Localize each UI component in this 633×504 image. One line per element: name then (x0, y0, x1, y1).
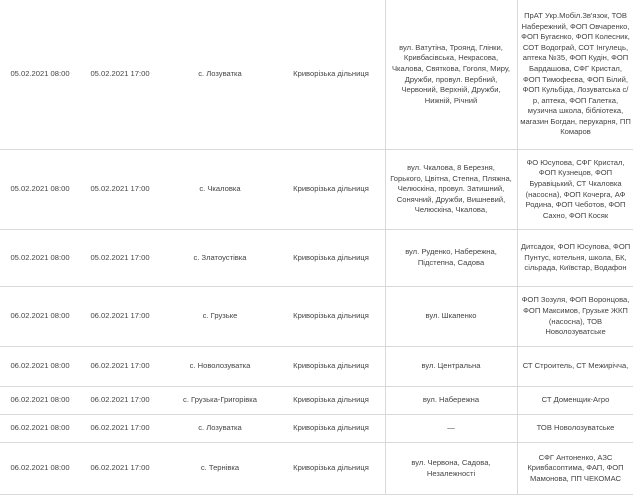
table-row (0, 443, 633, 495)
end-time: 05.02.2021 17:00 (90, 69, 150, 79)
settlement: с. Грузька-Григорівка (183, 395, 257, 405)
column-divider (517, 387, 518, 414)
end-time: 06.02.2021 17:00 (90, 311, 150, 321)
consumers: ПрАТ Укр.Мобіл.Зв'язок, ТОВ Набережний, ФОП Овчаренко, ФОП Бугаєнко, ФОП Колесник, СОТ Водограй, СОТ Інгулець, аптека №35, ФОП Кудін, ФОП Бардашова, СФГ Кристал, ФОП Тимофеєва, ФОП Білий, ФОП Кульбіда, Лозуватська с/р, аптека, ФОП Галетка, музична школа, бібліотека, магазин Богдан, перукарня, ПП Комаров (520, 10, 631, 137)
column-divider (385, 347, 386, 386)
start-time: 06.02.2021 08:00 (10, 361, 70, 371)
start-time: 05.02.2021 08:00 (10, 252, 70, 262)
column-divider (385, 150, 386, 229)
settlement: с. Лозуватка (198, 423, 242, 433)
column-divider (385, 230, 386, 286)
start-time: 06.02.2021 08:00 (10, 423, 70, 433)
table-row (0, 415, 633, 443)
start-time: 06.02.2021 08:00 (10, 311, 70, 321)
column-divider (517, 230, 518, 286)
streets: вул. Набережна (422, 395, 480, 405)
table-row (0, 387, 633, 415)
district-area: Криворізька дільниця (293, 311, 369, 321)
start-time: 05.02.2021 08:00 (10, 69, 70, 79)
consumers: ФОП Зозуля, ФОП Воронцова, ФОП Максимов, Грузьке ЖКП (насосна), ТОВ Новолозуватське (521, 295, 630, 337)
district-area: Криворізька дільниця (293, 395, 369, 405)
streets: вул. Руденко, Набережна, Підстепна, Садова (405, 247, 497, 267)
streets: — (447, 423, 455, 433)
district-area: Криворізька дільниця (293, 463, 369, 473)
column-divider (385, 0, 386, 149)
end-time: 05.02.2021 17:00 (90, 184, 150, 194)
column-divider (517, 150, 518, 229)
consumers: ФО Юсупова, СФГ Кристал, ФОП Кузнецов, ФОП Буравіцький, СТ Чкаловка (насосна), ФОП Кочерга, АФ Родина, ФОП Чеботов, ФОП Сахно, ФОП Косяк (525, 157, 626, 220)
table-row (0, 287, 633, 347)
streets: вул. Ватутіна, Троянд, Глінки, Кривбасівська, Некрасова, Чкалова, Святкова, Гоголя, Миру, Дружби, провул. Вербний, Червоний, Верхній, Дружби, Нижній, Річний (391, 42, 511, 105)
table-row (0, 0, 633, 150)
settlement: с. Чкаловка (199, 184, 241, 194)
settlement: с. Златоустівка (193, 252, 247, 262)
consumers: СТ Доменщик-Агро (541, 395, 610, 405)
streets: вул. Чкалова, 8 Березня, Горького, Цвітна, Степна, Пляжна, Челюскіна, провул. Затишний, Сонячний, Дружби, Вишневий, Челюскіна, Чкалова, (390, 163, 512, 215)
column-divider (385, 287, 386, 346)
column-divider (385, 443, 386, 494)
column-divider (385, 415, 386, 442)
start-time: 06.02.2021 08:00 (10, 463, 70, 473)
table-row (0, 150, 633, 230)
district-area: Криворізька дільниця (293, 423, 369, 433)
end-time: 05.02.2021 17:00 (90, 252, 150, 262)
district-area: Криворізька дільниця (293, 361, 369, 371)
settlement: с. Новолозуватка (189, 361, 251, 371)
table-row (0, 230, 633, 287)
column-divider (517, 415, 518, 442)
column-divider (517, 347, 518, 386)
column-divider (517, 443, 518, 494)
consumers: ТОВ Новолозуватське (536, 423, 615, 433)
column-divider (517, 0, 518, 149)
district-area: Криворізька дільниця (293, 252, 369, 262)
consumers: Дитсадок, ФОП Юсупова, ФОП Пунтус, котельня, школа, БК, сільрада, Київстар, Водафон (520, 242, 631, 273)
column-divider (517, 287, 518, 346)
end-time: 06.02.2021 17:00 (90, 361, 150, 371)
end-time: 06.02.2021 17:00 (90, 463, 150, 473)
table-row (0, 347, 633, 387)
start-time: 05.02.2021 08:00 (10, 184, 70, 194)
district-area: Криворізька дільниця (293, 69, 369, 79)
start-time: 06.02.2021 08:00 (10, 395, 70, 405)
district-area: Криворізька дільниця (293, 184, 369, 194)
settlement: с. Тернівка (200, 463, 240, 473)
end-time: 06.02.2021 17:00 (90, 395, 150, 405)
streets: вул. Шкапенко (425, 311, 477, 321)
settlement: с. Лозуватка (198, 69, 242, 79)
streets: вул. Центральна (421, 361, 481, 371)
end-time: 06.02.2021 17:00 (90, 423, 150, 433)
consumers: СТ Строитель, СТ Межирічча, (522, 361, 629, 371)
consumers: СФГ Антоненко, АЗС Кривбасоптима, ФАП, ФОП Мамонова, ПП ЧЕКОМАС (527, 452, 624, 483)
settlement: с. Грузьке (202, 311, 238, 321)
streets: вул. Червона, Садова, Незалежності (411, 457, 491, 478)
column-divider (385, 387, 386, 414)
